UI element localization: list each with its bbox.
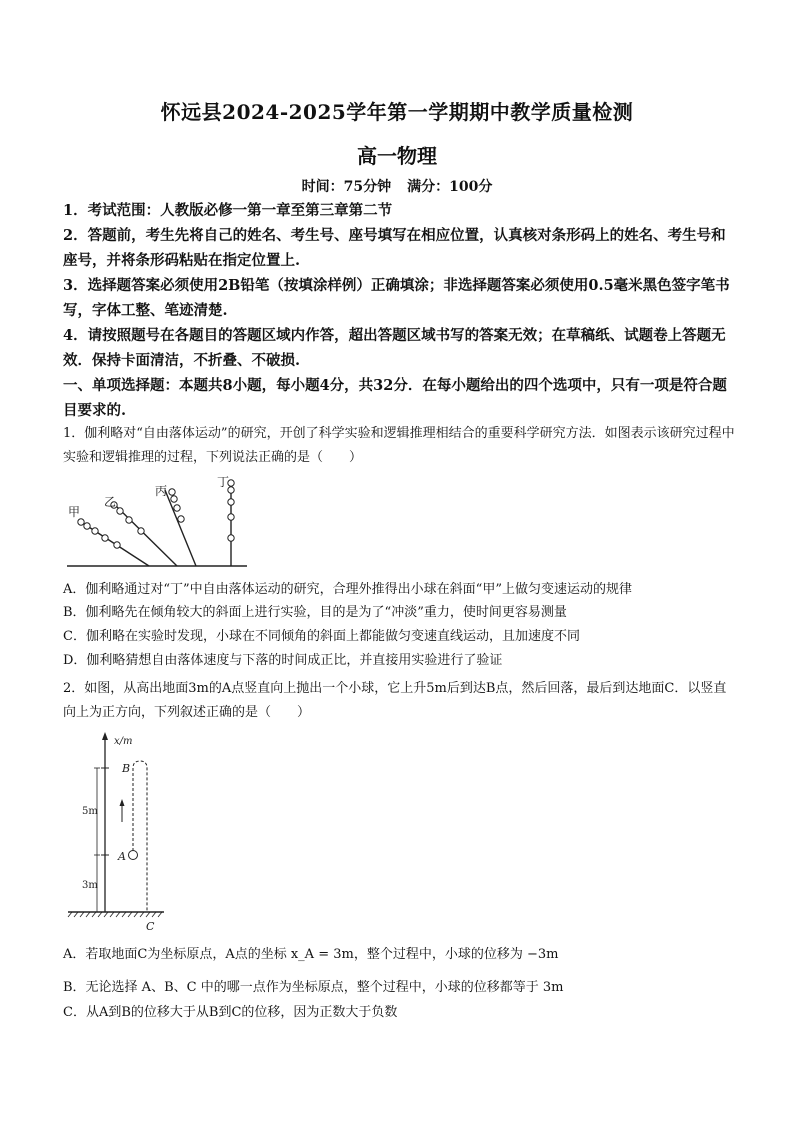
- label-a: A: [118, 850, 126, 863]
- question-2-stem: 2．如图，从高出地面3m的A点竖直向上抛出一个小球，它上升5m后到达B点，然后回落，最后到达地面C．以竖直向上为正方向，下列叙述正确的是（ ）: [63, 681, 727, 720]
- label-bing: 丙: [155, 484, 168, 498]
- exam-meta: [0, 176, 794, 196]
- instruction-2: 2．答题前，考生先将自己的姓名、考生号、座号填写在相应位置，认真核对条形码上的姓名、考生号和座号，并将条形码粘贴在指定位置上.: [63, 227, 726, 269]
- instruction-3: 3．选择题答案必须使用2B铅笔（按填涂样例）正确填涂；非选择题答案必须使用0.5毫米黑色签字笔书写，字体工整、笔迹清楚.: [63, 277, 730, 319]
- question-1-option-b: B．伽利略先在倾角较大的斜面上进行实验，目的是为了“冲淡”重力，使时间更容易测量: [63, 605, 567, 620]
- label-b: B: [122, 762, 131, 775]
- exam-time: 时间：75分钟: [301, 179, 392, 195]
- exam-title: 怀远县2024-2025学年第一学期期中教学质量检测: [160, 100, 634, 124]
- label-jia: 甲: [68, 505, 81, 519]
- ball: [129, 851, 138, 860]
- question-1-figure: [62, 472, 252, 572]
- exam-score: 满分：100分: [407, 179, 493, 195]
- question-1-option-a: A．伽利略通过对“丁”中自由落体运动的研究，合理外推得出小球在斜面“甲”上做匀变速运动的规律: [63, 582, 632, 597]
- instruction-4: 4．请按照题号在各题目的答题区域内作答，超出答题区域书写的答案无效；在草稿纸、试题卷上答题无效．保持卡面清洁，不折叠、不破损.: [63, 327, 726, 369]
- question-1-option-c: C．伽利略在实验时发现，小球在不同倾角的斜面上都能做匀变速直线运动，且加速度不同: [63, 629, 580, 644]
- question-2-option-c: C．从A到B的位移大于从B到C的位移，因为正数大于负数: [63, 1005, 398, 1020]
- label-5m: 5m: [82, 806, 98, 817]
- label-yi: 乙: [104, 495, 117, 509]
- label-3m: 3m: [82, 880, 98, 891]
- instruction-1: 1．考试范围：人教版必修一第一章至第三章第二节: [63, 202, 393, 219]
- label-ding: 丁: [217, 475, 230, 489]
- question-1-option-d: D．伽利略猜想自由落体速度与下落的时间成正比，并直接用实验进行了验证: [63, 653, 503, 668]
- question-2-option-a: A．若取地面C为坐标原点，A点的坐标 x_A = 3m，整个过程中，小球的位移为 −3m: [63, 947, 559, 962]
- label-c: C: [146, 920, 155, 933]
- axis-label: x/m: [114, 736, 133, 747]
- section-heading: 一、单项选择题：本题共8小题，每小题4分，共32分．在每小题给出的四个选项中，只有一项是符合题目要求的.: [63, 377, 727, 419]
- question-1-stem: 1．伽利略对“自由落体运动”的研究，开创了科学实验和逻辑推理相结合的重要科学研究方法．如图表示该研究过程中实验和逻辑推理的过程，下列说法正确的是（ ）: [63, 426, 735, 465]
- question-2-option-b: B．无论选择 A、B、C 中的哪一点作为坐标原点，整个过程中，小球的位移都等于 3m: [63, 980, 564, 995]
- exam-subject: 高一物理: [357, 144, 437, 168]
- question-2-figure: [64, 730, 184, 945]
